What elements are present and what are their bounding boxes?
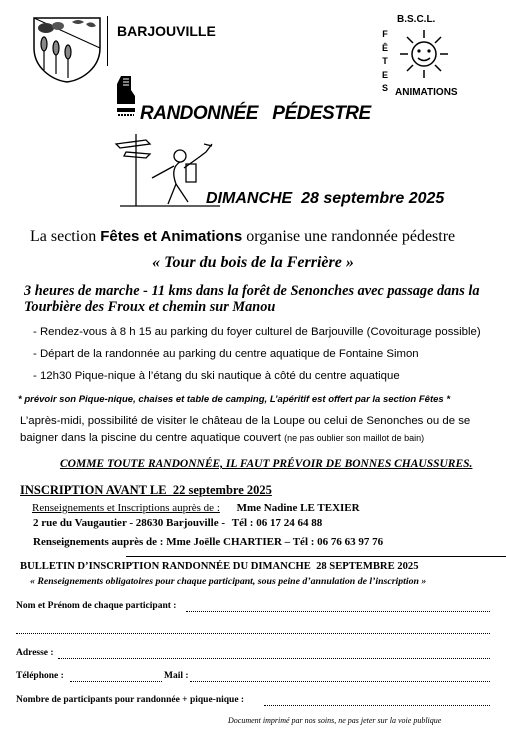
intro-line [30, 228, 455, 246]
program-item-3: - 12h30 Pique-nique à l’étang du ski nautique à côté du centre aquatique [33, 370, 400, 382]
fetes-letter: Ê [381, 42, 388, 53]
participant-count-field[interactable] [264, 704, 490, 706]
participant-count-label: Nombre de participants pour randonnée + pique-nique : [16, 695, 245, 705]
event-title: RANDONNÉE PÉDESTRE [140, 103, 371, 124]
picnic-note: * prévoir son Pique-nique, chaises et table de camping, L’apéritif est offert par la section Fêtes * [18, 394, 451, 405]
mail-field[interactable] [190, 680, 490, 682]
fetes-letter: E [381, 69, 388, 80]
afternoon-text: baigner dans la piscine du centre aquatique couvert [20, 432, 281, 444]
program-item-2: - Départ de la randonnée au parking du centre aquatique de Fontaine Simon [33, 348, 419, 360]
program-item-1: - Rendez-vous à 8 h 15 au parking du foyer culturel de Barjouville (Covoiturage possible) [33, 326, 481, 338]
cut-line [126, 556, 506, 557]
walk-description-2: Tourbière des Froux et chemin sur Manou [24, 299, 276, 315]
barjouville-crest-logo [28, 14, 106, 84]
phone-field[interactable] [70, 680, 162, 682]
intro-section-name: Fêtes et Animations [100, 228, 243, 245]
intro-after: organise une randonnée pédestre [242, 228, 456, 245]
afternoon-small-note: (ne pas oublier son maillot de bain) [284, 433, 425, 443]
address-label: Adresse : [16, 648, 54, 658]
participant-name-label: Nom et Prénom de chaque participant : [16, 601, 177, 611]
info-name: Mme Nadine LE TEXIER [236, 502, 360, 514]
fetes-letter: T [382, 56, 388, 66]
mail-label: Mail : [164, 671, 189, 681]
contact-phone-1: Tél : 06 17 24 64 88 [231, 517, 323, 529]
inscription-info-line [32, 502, 360, 514]
walk-description-1: 3 heures de marche - 11 kms dans la forêt de Senonches avec passage dans la [24, 283, 480, 299]
contact-address: 2 rue du Vaugautier - 28630 Barjouville - [33, 517, 226, 529]
fetes-letter: F [382, 29, 388, 39]
form-title: BULLETIN D’INSCRIPTION RANDONNÉE DU DIMANCHE 28 SEPTEMBRE 2025 [20, 561, 419, 572]
animations-label: ANIMATIONS [395, 87, 458, 98]
shoes-warning: COMME TOUTE RANDONNÉE, IL FAUT PRÉVOIR DE BONNES CHAUSSURES. [60, 458, 473, 470]
address-field[interactable] [58, 657, 490, 659]
form-subtitle: « Renseignements obligatoires pour chaque participant, sous peine d’annulation de l’inscription » [30, 576, 427, 587]
inscription-address-line [33, 517, 322, 529]
event-date: DIMANCHE 28 septembre 2025 [206, 190, 445, 207]
town-name: BARJOUVILLE [117, 23, 216, 39]
header-divider [107, 16, 108, 66]
sun-icon [398, 28, 450, 80]
fetes-letter: S [381, 83, 388, 93]
participant-name-field[interactable] [186, 610, 490, 612]
contact-line-2: Renseignements auprès de : Mme Joëlle CHARTIER – Tél : 06 76 63 97 76 [33, 536, 384, 548]
inscription-heading: INSCRIPTION AVANT LE 22 septembre 2025 [20, 483, 272, 497]
afternoon-line-1: L’après-midi, possibilité de visiter le château de la Loupe ou celui de Senonches ou de se [20, 415, 471, 427]
fetes-vertical [380, 28, 390, 96]
club-name: B.S.C.L. [397, 14, 436, 25]
info-label: Renseignements et Inscriptions auprès de : [32, 502, 220, 514]
participant-name-field-2[interactable] [16, 632, 490, 634]
intro-before: La section [30, 228, 101, 245]
footer-note: Document imprimé par nos soins, ne pas jeter sur la voie publique [228, 716, 442, 725]
hiking-boot-icon [115, 74, 137, 118]
phone-label: Téléphone : [16, 671, 64, 681]
walk-subtitle: « Tour du bois de la Ferrière » [152, 254, 354, 271]
afternoon-line-2 [20, 432, 424, 444]
